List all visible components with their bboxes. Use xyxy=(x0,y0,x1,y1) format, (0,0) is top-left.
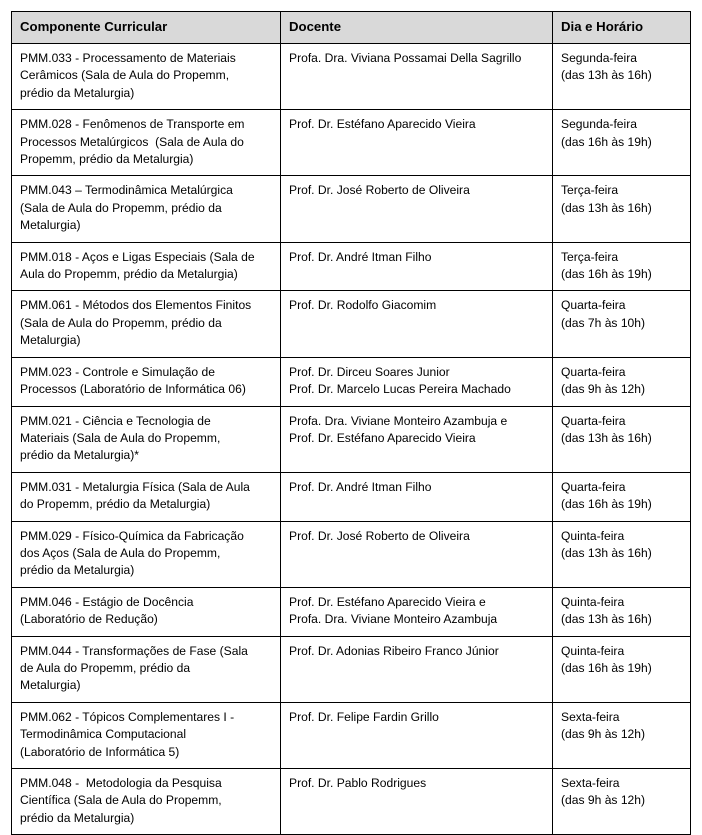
cell-dia-e-horario-line: (das 13h às 16h) xyxy=(561,545,652,560)
cell-componente-curricular-line: Materiais (Sala de Aula do Propemm, xyxy=(20,430,221,445)
cell-dia-e-horario-line: Sexta-feira xyxy=(561,709,620,724)
cell-docente xyxy=(281,242,553,291)
cell-dia-e-horario-line: (das 16h às 19h) xyxy=(561,134,652,149)
cell-docente xyxy=(281,636,553,702)
cell-dia-e-horario xyxy=(553,702,691,768)
cell-dia-e-horario-line: Quinta-feira xyxy=(561,594,625,609)
cell-componente-curricular-line: PMM.031 - Metalurgia Física (Sala de Aula xyxy=(20,479,250,494)
cell-dia-e-horario-line: Segunda-feira xyxy=(561,117,637,132)
table-row xyxy=(12,587,691,636)
cell-dia-e-horario-line: Quarta-feira xyxy=(561,479,626,494)
course-schedule-table xyxy=(11,11,691,835)
cell-docente-line: Prof. Dr. Dirceu Soares Junior xyxy=(289,364,450,379)
cell-docente xyxy=(281,44,553,110)
cell-docente-line: Prof. Dr. Adonias Ribeiro Franco Júnior xyxy=(289,643,499,658)
cell-dia-e-horario-line: (das 13h às 16h) xyxy=(561,200,652,215)
table-row xyxy=(12,636,691,702)
cell-docente xyxy=(281,110,553,176)
cell-componente-curricular-line: (Sala de Aula do Propemm, prédio da xyxy=(20,315,222,330)
cell-dia-e-horario xyxy=(553,587,691,636)
cell-componente-curricular-line: PMM.046 - Estágio de Docência xyxy=(20,594,194,609)
table-row xyxy=(12,769,691,835)
cell-componente-curricular xyxy=(12,521,281,587)
cell-componente-curricular-line: PMM.061 - Métodos dos Elementos Finitos xyxy=(20,298,252,313)
column-header-docente: Docente xyxy=(281,12,553,44)
cell-componente-curricular-line: prédio da Metalurgia) xyxy=(20,563,135,578)
cell-dia-e-horario xyxy=(553,242,691,291)
cell-dia-e-horario xyxy=(553,636,691,702)
cell-componente-curricular-line: PMM.018 - Aços e Ligas Especiais (Sala de xyxy=(20,249,255,264)
table-row xyxy=(12,44,691,110)
cell-docente-line: Prof. Dr. André Itman Filho xyxy=(289,249,432,264)
cell-componente-curricular xyxy=(12,769,281,835)
cell-componente-curricular xyxy=(12,357,281,406)
cell-docente-line: Prof. Dr. Estéfano Aparecido Vieira xyxy=(289,117,476,132)
cell-componente-curricular-line: PMM.048 - Metodologia da Pesquisa xyxy=(20,776,222,790)
cell-dia-e-horario-line: Terça-feira xyxy=(561,183,619,198)
cell-componente-curricular-line: dos Aços (Sala de Aula do Propemm, xyxy=(20,545,221,560)
cell-docente xyxy=(281,702,553,768)
cell-docente xyxy=(281,406,553,472)
cell-docente-line: Prof. Dr. Estéfano Aparecido Vieira xyxy=(289,430,476,445)
cell-dia-e-horario-line: Terça-feira xyxy=(561,249,619,264)
cell-dia-e-horario xyxy=(553,176,691,242)
cell-dia-e-horario-line: (das 13h às 16h) xyxy=(561,612,652,627)
cell-componente-curricular xyxy=(12,291,281,357)
cell-componente-curricular xyxy=(12,242,281,291)
cell-componente-curricular-line: PMM.062 - Tópicos Complementares I - xyxy=(20,709,235,724)
cell-dia-e-horario-line: Quinta-feira xyxy=(561,643,625,658)
cell-docente-line: Profa. Dra. Viviane Monteiro Azambuja xyxy=(289,612,498,627)
cell-componente-curricular xyxy=(12,472,281,521)
cell-docente-line: Prof. Dr. Marcelo Lucas Pereira Machado xyxy=(289,382,511,397)
cell-docente-line: Profa. Dra. Viviana Possamai Della Sagrillo xyxy=(289,51,522,65)
cell-dia-e-horario-line: Quarta-feira xyxy=(561,364,626,379)
cell-componente-curricular-line: Científica (Sala de Aula do Propemm, xyxy=(20,793,222,808)
table-row xyxy=(12,702,691,768)
cell-componente-curricular-line: Aula do Propemm, prédio da Metalurgia) xyxy=(20,267,238,282)
cell-dia-e-horario-line: (das 9h às 12h) xyxy=(561,727,646,742)
cell-docente-line: Prof. Dr. José Roberto de Oliveira xyxy=(289,183,470,198)
table-row xyxy=(12,472,691,521)
cell-componente-curricular-line: PMM.021 - Ciência e Tecnologia de xyxy=(20,413,211,428)
table-row xyxy=(12,406,691,472)
cell-componente-curricular xyxy=(12,636,281,702)
cell-docente xyxy=(281,472,553,521)
cell-componente-curricular xyxy=(12,702,281,768)
cell-dia-e-horario-line: Segunda-feira xyxy=(561,51,637,65)
cell-docente-line: Prof. Dr. Pablo Rodrigues xyxy=(289,776,427,790)
cell-componente-curricular-line: PMM.044 - Transformações de Fase (Sala xyxy=(20,643,248,658)
cell-componente-curricular-line: (Laboratório de Informática 5) xyxy=(20,744,180,759)
column-header-dia-e-horario: Dia e Horário xyxy=(553,12,691,44)
cell-docente xyxy=(281,521,553,587)
cell-componente-curricular-line: PMM.028 - Fenômenos de Transporte em xyxy=(20,117,245,132)
cell-docente-line: Profa. Dra. Viviane Monteiro Azambuja e xyxy=(289,413,508,428)
cell-docente-line: Prof. Dr. Felipe Fardin Grillo xyxy=(289,709,439,724)
cell-componente-curricular-line: PMM.029 - Físico-Química da Fabricação xyxy=(20,528,244,543)
cell-dia-e-horario-line: (das 16h às 19h) xyxy=(561,660,652,675)
cell-docente-line: Prof. Dr. Estéfano Aparecido Vieira e xyxy=(289,594,486,609)
cell-componente-curricular xyxy=(12,406,281,472)
cell-dia-e-horario xyxy=(553,769,691,835)
cell-componente-curricular-line: PMM.023 - Controle e Simulação de xyxy=(20,364,215,379)
cell-componente-curricular-line: prédio da Metalurgia)* xyxy=(20,448,139,463)
cell-componente-curricular-line: Propemm, prédio da Metalurgia) xyxy=(20,152,194,167)
cell-dia-e-horario-line: Quarta-feira xyxy=(561,298,626,313)
cell-dia-e-horario-line: (das 16h às 19h) xyxy=(561,497,652,512)
cell-componente-curricular-line: (Laboratório de Redução) xyxy=(20,612,158,627)
cell-dia-e-horario xyxy=(553,44,691,110)
cell-dia-e-horario-line: (das 16h às 19h) xyxy=(561,267,652,282)
cell-docente-line: Prof. Dr. José Roberto de Oliveira xyxy=(289,528,470,543)
table-row xyxy=(12,291,691,357)
cell-dia-e-horario xyxy=(553,291,691,357)
cell-componente-curricular-line: Processos (Laboratório de Informática 06) xyxy=(20,382,246,397)
table-row xyxy=(12,357,691,406)
cell-componente-curricular-line: Cerâmicos (Sala de Aula do Propemm, xyxy=(20,68,230,83)
cell-dia-e-horario-line: Quarta-feira xyxy=(561,413,626,428)
table-row xyxy=(12,176,691,242)
cell-docente xyxy=(281,291,553,357)
cell-componente-curricular-line: Metalurgia) xyxy=(20,218,81,233)
cell-componente-curricular-line: prédio da Metalurgia) xyxy=(20,85,135,100)
table-row xyxy=(12,521,691,587)
cell-componente-curricular-line: PMM.033 - Processamento de Materiais xyxy=(20,51,236,65)
cell-componente-curricular-line: Metalurgia) xyxy=(20,678,81,693)
cell-componente-curricular xyxy=(12,110,281,176)
cell-componente-curricular-line: (Sala de Aula do Propemm, prédio da xyxy=(20,200,222,215)
table-row xyxy=(12,242,691,291)
cell-dia-e-horario xyxy=(553,357,691,406)
cell-dia-e-horario-line: (das 9h às 12h) xyxy=(561,382,646,397)
cell-docente-line: Prof. Dr. André Itman Filho xyxy=(289,479,432,494)
cell-dia-e-horario-line: (das 13h às 16h) xyxy=(561,430,652,445)
column-header-componente-curricular: Componente Curricular xyxy=(12,12,281,44)
cell-dia-e-horario xyxy=(553,110,691,176)
cell-dia-e-horario-line: Sexta-feira xyxy=(561,776,620,790)
table-row xyxy=(12,110,691,176)
table-header xyxy=(12,12,691,44)
cell-docente xyxy=(281,357,553,406)
cell-dia-e-horario-line: (das 13h às 16h) xyxy=(561,68,652,83)
cell-componente-curricular-line: de Aula do Propemm, prédio da xyxy=(20,660,191,675)
cell-componente-curricular xyxy=(12,176,281,242)
cell-docente xyxy=(281,769,553,835)
cell-componente-curricular-line: Processos Metalúrgicos (Sala de Aula do xyxy=(20,134,244,149)
cell-componente-curricular-line: Termodinâmica Computacional xyxy=(20,727,187,742)
table-body xyxy=(12,44,691,835)
cell-docente-line: Prof. Dr. Rodolfo Giacomim xyxy=(289,298,437,313)
cell-componente-curricular xyxy=(12,44,281,110)
cell-dia-e-horario xyxy=(553,406,691,472)
cell-dia-e-horario xyxy=(553,521,691,587)
cell-componente-curricular-line: prédio da Metalurgia) xyxy=(20,810,135,825)
cell-dia-e-horario-line: Quinta-feira xyxy=(561,528,625,543)
cell-componente-curricular-line: do Propemm, prédio da Metalurgia) xyxy=(20,497,211,512)
table-header-row xyxy=(12,12,691,44)
cell-dia-e-horario-line: (das 9h às 12h) xyxy=(561,793,646,808)
cell-docente xyxy=(281,587,553,636)
cell-docente xyxy=(281,176,553,242)
cell-componente-curricular-line: Metalurgia) xyxy=(20,333,81,348)
cell-componente-curricular xyxy=(12,587,281,636)
cell-dia-e-horario-line: (das 7h às 10h) xyxy=(561,315,646,330)
cell-componente-curricular-line: PMM.043 – Termodinâmica Metalúrgica xyxy=(20,183,233,198)
cell-dia-e-horario xyxy=(553,472,691,521)
